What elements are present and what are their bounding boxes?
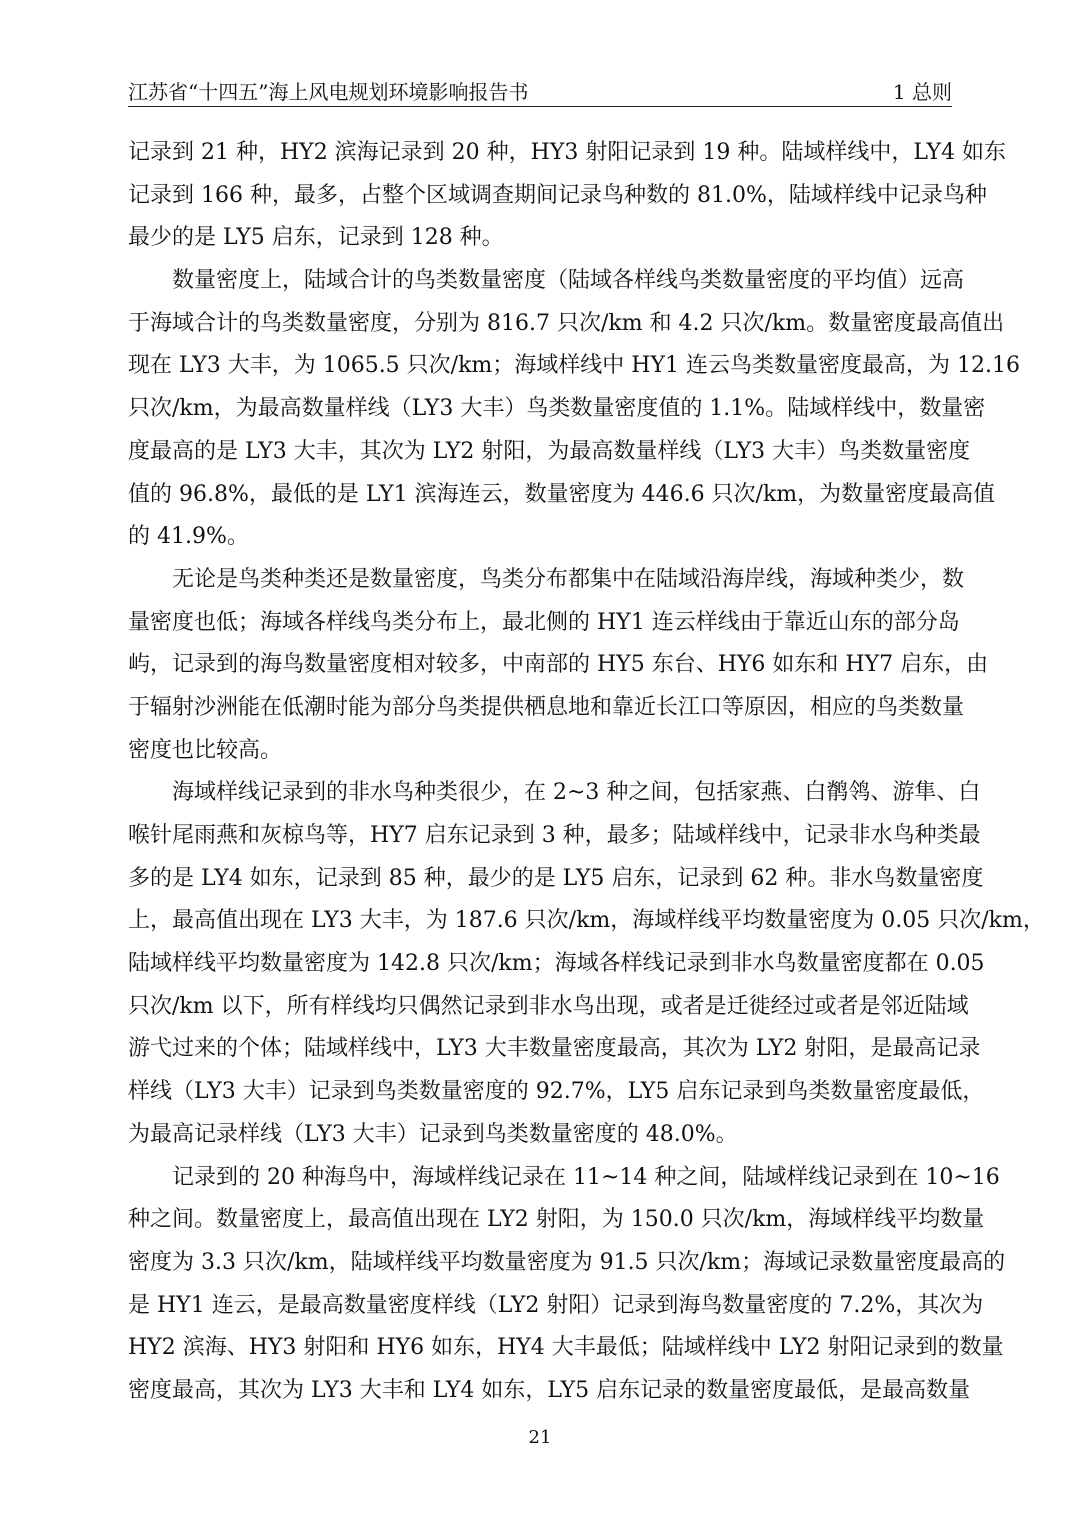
paragraph [128,260,1020,559]
text-line: 为最高记录样线（LY3 大丰）记录到鸟类数量密度的 48.0%。 [128,1121,738,1147]
text-line: 密度为 3.3 只次/km，陆域样线平均数量密度为 91.5 只次/km；海域记录数量密度最高的 [128,1249,1006,1275]
paragraph [128,559,989,772]
text-line: 于辐射沙洲能在低潮时能为部分鸟类提供栖息地和靠近长江口等原因，相应的鸟类数量 [128,694,965,720]
text-line: 只次/km 以下，所有样线均只偶然记录到非水鸟出现，或者是迁徙经过或者是邻近陆域 [128,993,969,1019]
text-line: 量密度也低；海域各样线鸟类分布上，最北侧的 HY1 连云样线由于靠近山东的部分岛 [128,609,960,635]
paragraph [128,1157,1006,1413]
text-line: 记录到 166 种，最多，占整个区域调查期间记录鸟种数的 81.0%，陆域样线中记录鸟种 [128,182,987,208]
text-line: 上，最高值出现在 LY3 大丰，为 187.6 只次/km，海域样线平均数量密度为 0.05 只次/km， [128,908,1045,934]
text-line: 海域样线记录到的非水鸟种类很少，在 2~3 种之间，包括家燕、白鹡鸰、游隼、白 [172,780,981,806]
paragraph [128,772,1045,1156]
text-line: 密度最高，其次为 LY3 大丰和 LY4 如东，LY5 启东记录的数量密度最低，是最高数量 [128,1377,971,1403]
text-line: 屿，记录到的海鸟数量密度相对较多，中南部的 HY5 东台、HY6 如东和 HY7 启东，由 [128,652,989,678]
text-line: 度最高的是 LY3 大丰，其次为 LY2 射阳，为最高数量样线（LY3 大丰）鸟类数量密度 [128,438,971,464]
text-line: 数量密度上，陆域合计的鸟类数量密度（陆域各样线鸟类数量密度的平均值）远高 [172,268,965,294]
text-line: 游弋过来的个体；陆域样线中，LY3 大丰数量密度最高，其次为 LY2 射阳，是最高记录 [128,1036,981,1062]
text-line: 记录到 21 种，HY2 滨海记录到 20 种，HY3 射阳记录到 19 种。陆域样线中，LY4 如东 [128,140,1007,165]
text-line: 最少的是 LY5 启东，记录到 128 种。 [128,225,504,251]
page-number: 21 [528,1427,552,1448]
text-line: 种之间。数量密度上，最高值出现在 LY2 射阳，为 150.0 只次/km，海域样线平均数量 [128,1207,985,1233]
text-line: 密度也比较高。 [128,737,283,763]
text-line: 于海域合计的鸟类数量密度，分别为 816.7 只次/km 和 4.2 只次/km。数量密度最高值出 [128,310,1005,336]
paragraph [128,132,1007,260]
text-line: HY2 滨海、HY3 射阳和 HY6 如东，HY4 大丰最低；陆域样线中 LY2 射阳记录到的数量 [128,1335,1004,1361]
text-line: 现在 LY3 大丰，为 1065.5 只次/km；海域样线中 HY1 连云鸟类数量密度最高，为 12.16 [128,353,1020,379]
text-line: 只次/km，为最高数量样线（LY3 大丰）鸟类数量密度值的 1.1%。陆域样线中，数量密 [128,396,986,422]
text-line: 无论是鸟类种类还是数量密度，鸟类分布都集中在陆域沿海岸线，海域种类少，数 [172,566,965,592]
text-line: 多的是 LY4 如东，记录到 85 种，最少的是 LY5 启东，记录到 62 种。非水鸟数量密度 [128,865,984,891]
text-line: 的 41.9%。 [128,524,249,550]
body-text [128,132,1045,1413]
page-header [128,76,952,107]
text-line: 样线（LY3 大丰）记录到鸟类数量密度的 92.7%，LY5 启东记录到鸟类数量密度最低， [128,1079,985,1105]
text-line: 是 HY1 连云，是最高数量密度样线（LY2 射阳）记录到海鸟数量密度的 7.2%，其次为 [128,1292,984,1318]
document-title: 江苏省“十四五”海上风电规划环境影响报告书 [128,80,529,104]
text-line: 记录到的 20 种海鸟中，海域样线记录在 11~14 种之间，陆域样线记录到在 10~16 [172,1164,1000,1190]
chapter-label: 1 总则 [892,80,952,104]
text-line: 喉针尾雨燕和灰椋鸟等，HY7 启东记录到 3 种，最多；陆域样线中，记录非水鸟种类最 [128,823,981,848]
text-line: 值的 96.8%，最低的是 LY1 滨海连云，数量密度为 446.6 只次/km，为数量密度最高值 [128,481,996,507]
text-line: 陆域样线平均数量密度为 142.8 只次/km；海域各样线记录到非水鸟数量密度都在 0.05 [128,951,985,977]
